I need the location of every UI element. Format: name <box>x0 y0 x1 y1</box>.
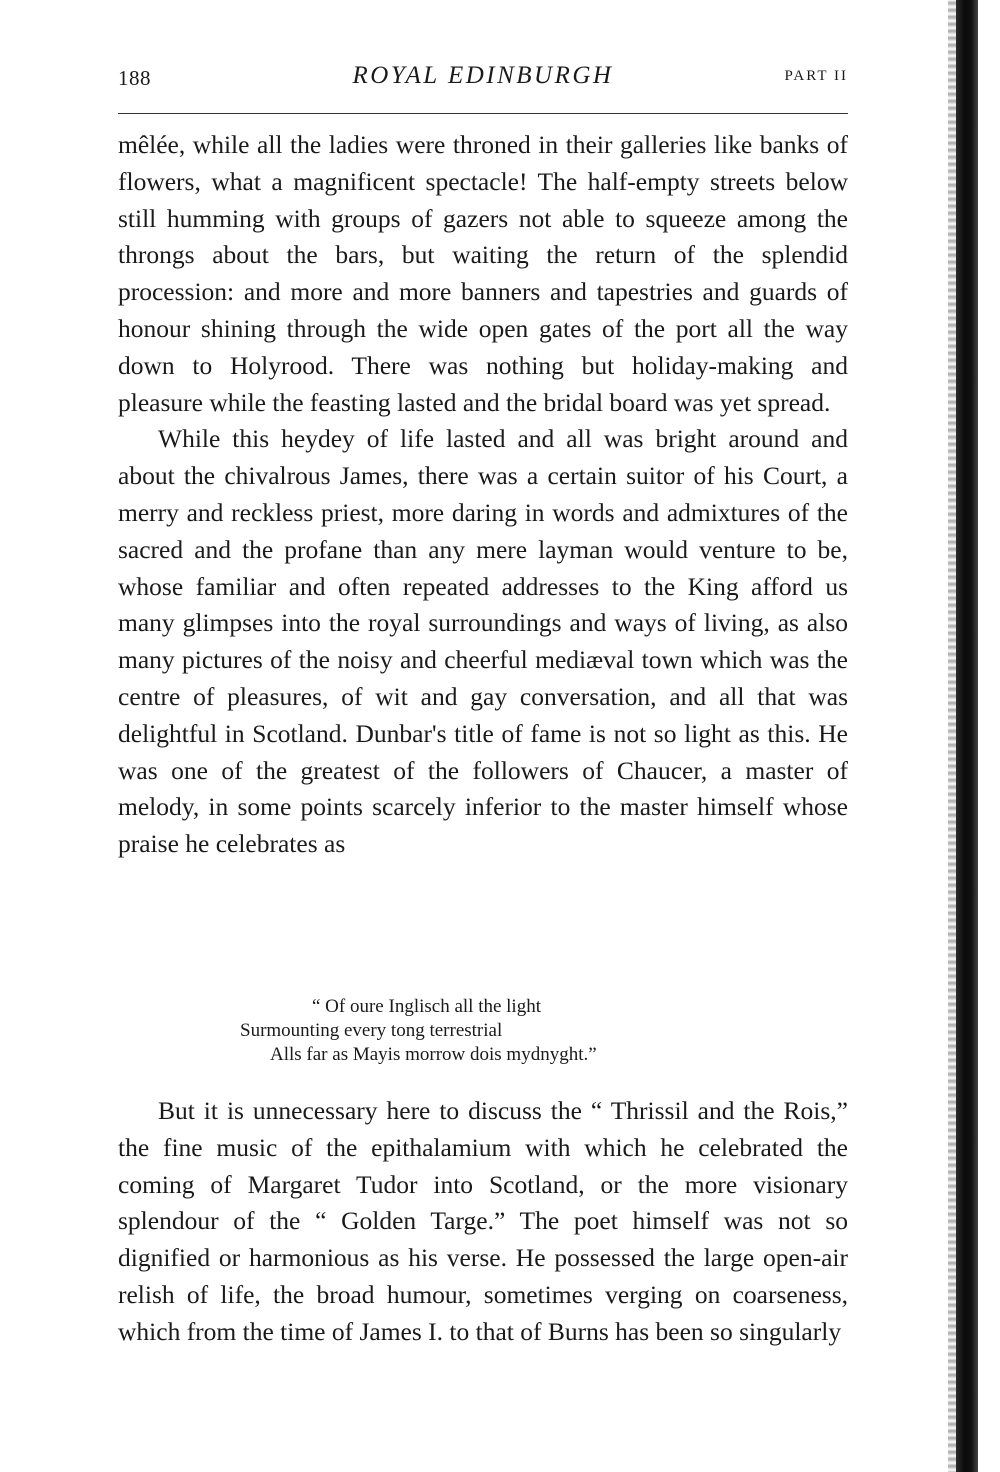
body-text <box>118 127 848 863</box>
header-rule <box>118 113 848 114</box>
paragraph-2: While this heydey of life lasted and all was bright around and about the chivalrous James, there was a certain suitor of his Court, a merry and reckless priest, more daring in words and admixtures of the sacred and the profane than any mere layman would venture to be, whose familiar and often repeated addresses to the King afford us many glimpses into the royal surroundings and ways of living, as also many pictures of the noisy and cheerful mediæval town which was the centre of pleasures, of wit and gay conversation, and all that was delightful in Scotland. Dunbar's title of fame is not so light as this. He was one of the greatest of the followers of Chaucer, a master of melody, in some points scarcely inferior to the master himself whose praise he celebrates as <box>118 424 848 859</box>
body-text-continued <box>118 1093 848 1351</box>
verse-quotation <box>240 995 597 1067</box>
verse-line-2: Surmounting every tong terrestrial <box>240 1020 503 1041</box>
running-head <box>118 60 848 100</box>
verse-line-1: “ Of oure Inglisch all the light <box>312 996 541 1017</box>
running-title: ROYAL EDINBURGH <box>352 62 614 89</box>
page-number: 188 <box>118 66 151 90</box>
paragraph-3: But it is unnecessary here to discuss the “ Thrissil and the Rois,” the fine music of the epithalamium with which he celebrated the coming of Margaret Tudor into Scotland, or the more visionary splendour of the “ Golden Targe.” The poet himself was not so dignified or harmonious as his verse. He possessed the large open-air relish of life, the broad humour, sometimes verging on coarseness, which from the time of James I. to that of Burns has been so singularly <box>118 1096 848 1346</box>
binding-edge <box>956 0 978 1472</box>
paragraph-1: mêlée, while all the ladies were throned in their galleries like banks of flowers, what a magnificent spectacle! The half-empty streets below still humming with groups of gazers not able to squeeze among the throngs about the bars, but waiting the return of the splendid procession: and more and more banners and tapestries and guards of honour shining through the wide open gates of the port all the way down to Holyrood. There was nothing but holiday-making and pleasure while the feasting lasted and the bridal board was yet spread. <box>118 130 848 417</box>
verse-line-3: Alls far as Mayis morrow dois mydnyght.” <box>270 1044 597 1065</box>
part-label: PART II <box>784 68 848 84</box>
